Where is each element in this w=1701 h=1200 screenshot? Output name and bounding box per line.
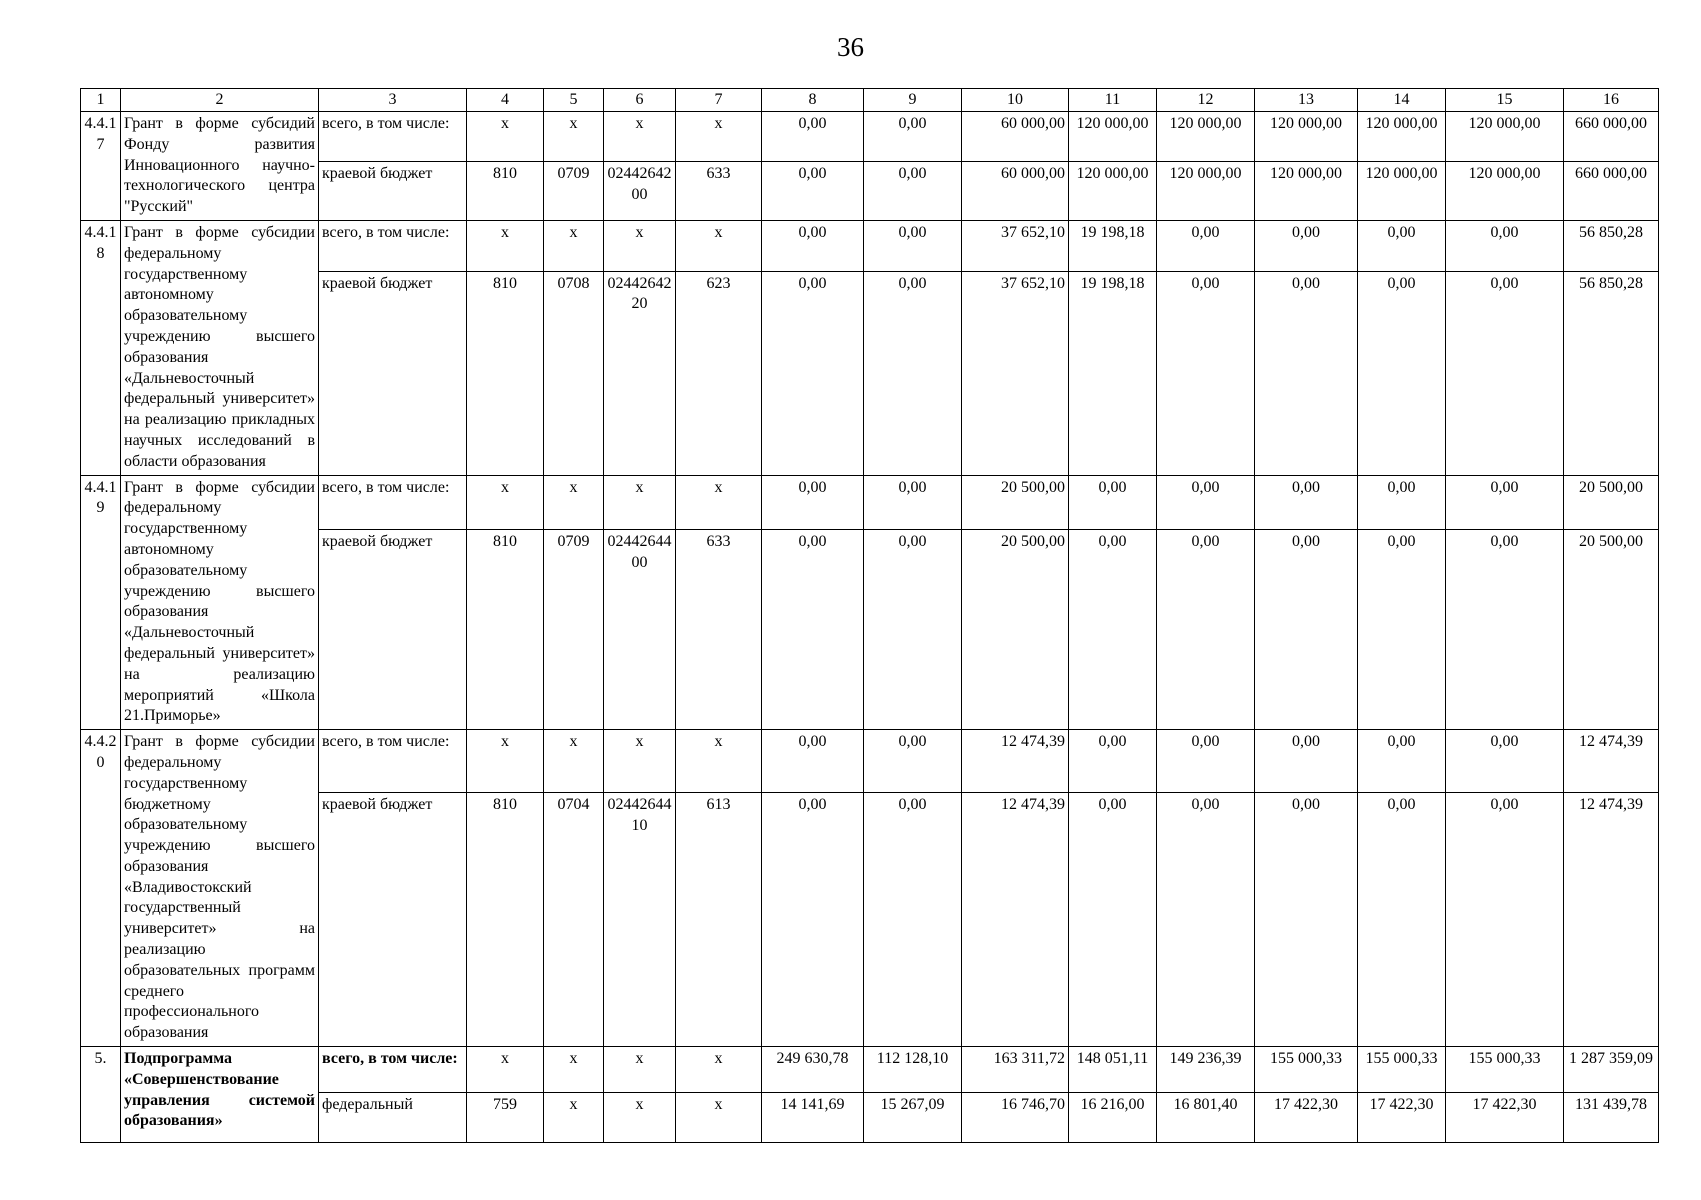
value-cell-c15: 17 422,30 — [1446, 1093, 1564, 1143]
value-cell-c8: 0,00 — [762, 112, 864, 162]
value-cell-c5: х — [544, 475, 604, 529]
value-cell-c5: х — [544, 220, 604, 271]
value-cell-c11: 0,00 — [1069, 475, 1157, 529]
value-cell-c15: 120 000,00 — [1446, 161, 1564, 220]
value-cell-c8: 0,00 — [762, 529, 864, 729]
value-cell-c15: 0,00 — [1446, 793, 1564, 1047]
value-cell-c15: 120 000,00 — [1446, 112, 1564, 162]
value-cell-c13: 17 422,30 — [1255, 1093, 1358, 1143]
value-cell-c11: 120 000,00 — [1069, 161, 1157, 220]
value-cell-c12: 0,00 — [1157, 529, 1255, 729]
value-cell-c9: 0,00 — [864, 161, 962, 220]
funding-source-label: всего, в том числе: — [319, 220, 467, 271]
row-index: 4.4.20 — [81, 730, 121, 1047]
value-cell-c13: 0,00 — [1255, 793, 1358, 1047]
value-cell-c12: 16 801,40 — [1157, 1093, 1255, 1143]
value-cell-c11: 0,00 — [1069, 730, 1157, 793]
funding-source-label: краевой бюджет — [319, 793, 467, 1047]
value-cell-c5: 0709 — [544, 529, 604, 729]
value-cell-c16: 131 439,78 — [1564, 1093, 1659, 1143]
value-cell-c6: 0244264400 — [604, 529, 676, 729]
value-cell-c16: 660 000,00 — [1564, 161, 1659, 220]
value-cell-c11: 120 000,00 — [1069, 112, 1157, 162]
column-header: 14 — [1358, 89, 1446, 112]
value-cell-c16: 56 850,28 — [1564, 271, 1659, 475]
value-cell-c6: х — [604, 220, 676, 271]
value-cell-c13: 0,00 — [1255, 730, 1358, 793]
value-cell-c13: 120 000,00 — [1255, 112, 1358, 162]
value-cell-c7: х — [676, 112, 762, 162]
value-cell-c4: х — [467, 220, 544, 271]
column-header: 11 — [1069, 89, 1157, 112]
row-name: Грант в форме субсидии федеральному государственному бюджетному образовательному учреждению высшего образования «Владивостокский государственный университет» на реализацию образовательных программ среднего профессионального образования — [121, 730, 319, 1047]
value-cell-c7: 633 — [676, 161, 762, 220]
row-index: 4.4.17 — [81, 112, 121, 221]
column-header: 16 — [1564, 89, 1659, 112]
header-row — [81, 89, 1659, 112]
row-name: Подпрограмма «Совершенствование управления системой образования» — [121, 1047, 319, 1143]
column-header: 15 — [1446, 89, 1564, 112]
value-cell-c7: х — [676, 475, 762, 529]
value-cell-c13: 0,00 — [1255, 529, 1358, 729]
value-cell-c14: 0,00 — [1358, 793, 1446, 1047]
value-cell-c14: 0,00 — [1358, 271, 1446, 475]
value-cell-c4: 810 — [467, 793, 544, 1047]
value-cell-c16: 12 474,39 — [1564, 793, 1659, 1047]
value-cell-c11: 19 198,18 — [1069, 220, 1157, 271]
value-cell-c7: х — [676, 1093, 762, 1143]
value-cell-c5: 0709 — [544, 161, 604, 220]
value-cell-c12: 0,00 — [1157, 271, 1255, 475]
value-cell-c10: 60 000,00 — [962, 161, 1069, 220]
value-cell-c8: 0,00 — [762, 730, 864, 793]
value-cell-c15: 0,00 — [1446, 529, 1564, 729]
value-cell-c12: 120 000,00 — [1157, 161, 1255, 220]
value-cell-c10: 163 311,72 — [962, 1047, 1069, 1093]
value-cell-c15: 0,00 — [1446, 475, 1564, 529]
value-cell-c13: 0,00 — [1255, 475, 1358, 529]
value-cell-c5: х — [544, 1047, 604, 1093]
value-cell-c7: 613 — [676, 793, 762, 1047]
value-cell-c14: 120 000,00 — [1358, 161, 1446, 220]
value-cell-c13: 155 000,33 — [1255, 1047, 1358, 1093]
value-cell-c10: 20 500,00 — [962, 529, 1069, 729]
value-cell-c8: 0,00 — [762, 475, 864, 529]
column-header: 1 — [81, 89, 121, 112]
value-cell-c16: 20 500,00 — [1564, 475, 1659, 529]
value-cell-c7: х — [676, 1047, 762, 1093]
value-cell-c13: 0,00 — [1255, 220, 1358, 271]
column-header: 4 — [467, 89, 544, 112]
value-cell-c14: 17 422,30 — [1358, 1093, 1446, 1143]
value-cell-c16: 56 850,28 — [1564, 220, 1659, 271]
value-cell-c5: х — [544, 1093, 604, 1143]
column-header: 13 — [1255, 89, 1358, 112]
value-cell-c12: 0,00 — [1157, 730, 1255, 793]
value-cell-c9: 0,00 — [864, 271, 962, 475]
value-cell-c6: 0244264220 — [604, 271, 676, 475]
row-name: Грант в форме субсидий Фонду развития Инновационного научно-технологического центра "Русский" — [121, 112, 319, 221]
value-cell-c8: 0,00 — [762, 220, 864, 271]
column-header: 8 — [762, 89, 864, 112]
value-cell-c6: х — [604, 730, 676, 793]
row-index: 4.4.18 — [81, 220, 121, 475]
value-cell-c5: 0704 — [544, 793, 604, 1047]
value-cell-c12: 0,00 — [1157, 220, 1255, 271]
row-name: Грант в форме субсидии федеральному государственному автономному образовательному учреждению высшего образования «Дальневосточный федеральный университет» на реализацию прикладных научных исследований в области образования — [121, 220, 319, 475]
funding-source-label: краевой бюджет — [319, 529, 467, 729]
value-cell-c6: х — [604, 112, 676, 162]
table-row — [81, 112, 1659, 162]
value-cell-c9: 15 267,09 — [864, 1093, 962, 1143]
value-cell-c8: 0,00 — [762, 271, 864, 475]
value-cell-c14: 155 000,33 — [1358, 1047, 1446, 1093]
value-cell-c14: 0,00 — [1358, 220, 1446, 271]
value-cell-c11: 19 198,18 — [1069, 271, 1157, 475]
value-cell-c14: 0,00 — [1358, 730, 1446, 793]
value-cell-c14: 120 000,00 — [1358, 112, 1446, 162]
value-cell-c6: х — [604, 1093, 676, 1143]
column-header: 10 — [962, 89, 1069, 112]
value-cell-c7: х — [676, 730, 762, 793]
column-header: 7 — [676, 89, 762, 112]
value-cell-c10: 37 652,10 — [962, 271, 1069, 475]
row-index: 4.4.19 — [81, 475, 121, 730]
value-cell-c7: 623 — [676, 271, 762, 475]
value-cell-c16: 12 474,39 — [1564, 730, 1659, 793]
value-cell-c9: 112 128,10 — [864, 1047, 962, 1093]
funding-source-label: краевой бюджет — [319, 161, 467, 220]
page-number: 36 — [837, 32, 864, 62]
value-cell-c10: 20 500,00 — [962, 475, 1069, 529]
value-cell-c11: 0,00 — [1069, 793, 1157, 1047]
value-cell-c5: 0708 — [544, 271, 604, 475]
value-cell-c14: 0,00 — [1358, 529, 1446, 729]
value-cell-c8: 0,00 — [762, 793, 864, 1047]
funding-source-label: всего, в том числе: — [319, 730, 467, 793]
funding-source-label: всего, в том числе: — [319, 475, 467, 529]
column-header: 5 — [544, 89, 604, 112]
column-header: 12 — [1157, 89, 1255, 112]
budget-table — [80, 88, 1659, 1143]
value-cell-c8: 0,00 — [762, 161, 864, 220]
value-cell-c10: 12 474,39 — [962, 730, 1069, 793]
funding-source-label: краевой бюджет — [319, 271, 467, 475]
value-cell-c15: 0,00 — [1446, 730, 1564, 793]
funding-source-label: всего, в том числе: — [319, 1047, 467, 1093]
value-cell-c9: 0,00 — [864, 220, 962, 271]
value-cell-c4: 759 — [467, 1093, 544, 1143]
value-cell-c10: 12 474,39 — [962, 793, 1069, 1047]
value-cell-c12: 120 000,00 — [1157, 112, 1255, 162]
value-cell-c10: 16 746,70 — [962, 1093, 1069, 1143]
value-cell-c9: 0,00 — [864, 112, 962, 162]
value-cell-c16: 1 287 359,09 — [1564, 1047, 1659, 1093]
value-cell-c6: х — [604, 1047, 676, 1093]
value-cell-c15: 0,00 — [1446, 271, 1564, 475]
column-header: 9 — [864, 89, 962, 112]
value-cell-c8: 14 141,69 — [762, 1093, 864, 1143]
value-cell-c4: х — [467, 475, 544, 529]
row-index: 5. — [81, 1047, 121, 1143]
value-cell-c7: 633 — [676, 529, 762, 729]
value-cell-c9: 0,00 — [864, 793, 962, 1047]
table-row — [81, 475, 1659, 529]
value-cell-c4: 810 — [467, 271, 544, 475]
value-cell-c4: х — [467, 1047, 544, 1093]
value-cell-c10: 60 000,00 — [962, 112, 1069, 162]
value-cell-c11: 0,00 — [1069, 529, 1157, 729]
value-cell-c8: 249 630,78 — [762, 1047, 864, 1093]
value-cell-c12: 149 236,39 — [1157, 1047, 1255, 1093]
value-cell-c5: х — [544, 112, 604, 162]
value-cell-c15: 0,00 — [1446, 220, 1564, 271]
value-cell-c10: 37 652,10 — [962, 220, 1069, 271]
value-cell-c6: 0244264410 — [604, 793, 676, 1047]
column-header: 3 — [319, 89, 467, 112]
column-header: 2 — [121, 89, 319, 112]
value-cell-c15: 155 000,33 — [1446, 1047, 1564, 1093]
value-cell-c16: 660 000,00 — [1564, 112, 1659, 162]
value-cell-c4: 810 — [467, 529, 544, 729]
table-row — [81, 220, 1659, 271]
value-cell-c6: х — [604, 475, 676, 529]
value-cell-c4: х — [467, 112, 544, 162]
value-cell-c16: 20 500,00 — [1564, 529, 1659, 729]
value-cell-c11: 16 216,00 — [1069, 1093, 1157, 1143]
row-name: Грант в форме субсидии федеральному государственному автономному образовательному учреждению высшего образования «Дальневосточный федеральный университет» на реализацию мероприятий «Школа 21.Приморье» — [121, 475, 319, 730]
value-cell-c13: 120 000,00 — [1255, 161, 1358, 220]
table-row — [81, 1047, 1659, 1093]
value-cell-c12: 0,00 — [1157, 475, 1255, 529]
value-cell-c9: 0,00 — [864, 529, 962, 729]
value-cell-c9: 0,00 — [864, 475, 962, 529]
value-cell-c6: 0244264200 — [604, 161, 676, 220]
funding-source-label: федеральный — [319, 1093, 467, 1143]
value-cell-c4: 810 — [467, 161, 544, 220]
value-cell-c5: х — [544, 730, 604, 793]
value-cell-c9: 0,00 — [864, 730, 962, 793]
value-cell-c11: 148 051,11 — [1069, 1047, 1157, 1093]
value-cell-c12: 0,00 — [1157, 793, 1255, 1047]
value-cell-c14: 0,00 — [1358, 475, 1446, 529]
value-cell-c4: х — [467, 730, 544, 793]
column-header: 6 — [604, 89, 676, 112]
funding-source-label: всего, в том числе: — [319, 112, 467, 162]
table-row — [81, 730, 1659, 793]
value-cell-c13: 0,00 — [1255, 271, 1358, 475]
value-cell-c7: х — [676, 220, 762, 271]
